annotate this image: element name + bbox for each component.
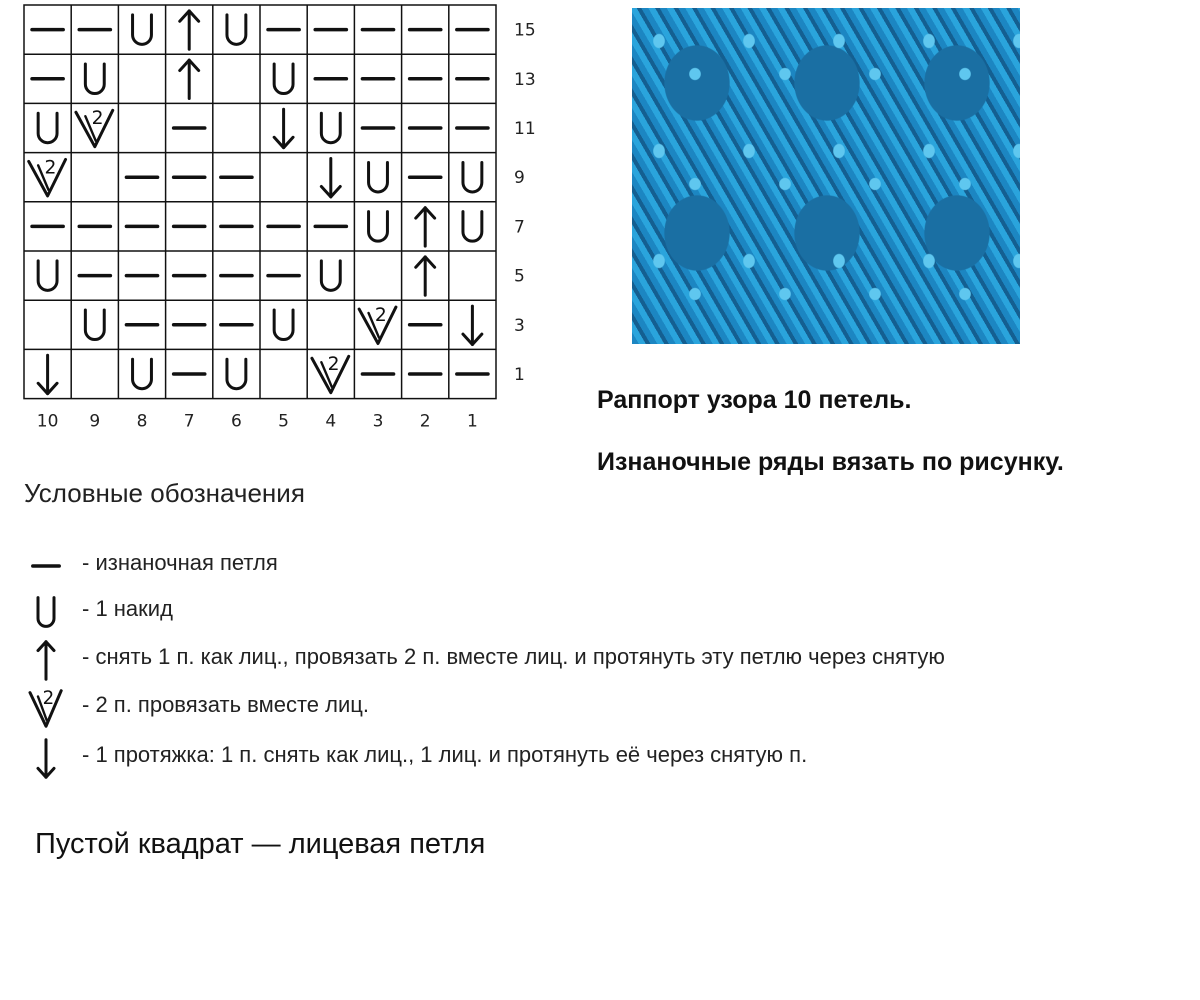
ssk-symbol-icon: [24, 734, 68, 782]
chart-cell-yo: [227, 15, 246, 45]
column-number: 2: [419, 411, 431, 432]
chart-cell-ssk: [274, 109, 293, 147]
column-number: 5: [278, 411, 290, 432]
chart-cell-k2tog: [312, 354, 349, 393]
chart-cell-yo: [133, 359, 152, 389]
k2tog-symbol-icon: [24, 684, 68, 732]
column-number: 1: [466, 411, 478, 432]
wrong-side-note: Изнаночные ряды вязать по рисунку.: [597, 448, 1064, 476]
column-number: 4: [325, 411, 337, 432]
legend-item-label: - снять 1 п. как лиц., провязать 2 п. вместе лиц. и протянуть эту петлю через снятую: [82, 644, 945, 669]
row-number: 1: [514, 365, 525, 385]
legend-item-label: - 1 накид: [82, 596, 173, 621]
chart-cell-s2k: [416, 257, 435, 295]
knitted-sample-photo: [632, 8, 1020, 344]
chart-cell-yo: [227, 359, 246, 389]
chart-cell-yo: [463, 162, 482, 192]
purl-symbol-icon: [24, 542, 68, 590]
legend-item-label: - изнаночная петля: [82, 550, 278, 575]
chart-cell-yo: [85, 310, 104, 340]
chart-cell-yo: [321, 113, 340, 143]
chart-cell-ssk: [463, 306, 482, 344]
svg-text:2: 2: [91, 108, 104, 130]
chart-cell-s2k: [180, 60, 199, 98]
legend-item-label: - 1 протяжка: 1 п. снять как лиц., 1 лиц. и протянуть её через снятую п.: [82, 742, 808, 767]
legend-title: Условные обозначения: [24, 478, 305, 508]
column-number: 6: [230, 411, 242, 432]
s2k-symbol-icon: [24, 636, 68, 684]
chart-cell-yo: [85, 64, 104, 94]
chart-cell-k2tog: [359, 305, 396, 344]
column-number: 7: [183, 411, 195, 432]
column-number: 8: [136, 411, 148, 432]
chart-cell-yo: [369, 212, 388, 242]
chart-cell-yo: [38, 113, 57, 143]
chart-cell-k2tog: [76, 108, 113, 147]
chart-cell-yo: [274, 310, 293, 340]
column-number: 3: [372, 411, 384, 432]
row-number: 7: [514, 217, 525, 238]
chart-cell-yo: [321, 261, 340, 291]
svg-text:2: 2: [374, 304, 387, 326]
legend-item-label: - 2 п. провязать вместе лиц.: [82, 692, 369, 717]
row-number: 13: [514, 69, 536, 90]
row-number: 5: [514, 266, 525, 287]
yo-symbol-icon: [24, 588, 68, 636]
svg-text:2: 2: [42, 688, 55, 710]
chart-cell-ssk: [321, 159, 340, 197]
empty-square-note: Пустой квадрат — лицевая петля: [35, 828, 486, 860]
svg-text:2: 2: [327, 354, 340, 376]
chart-cell-yo: [38, 261, 57, 291]
chart-cell-s2k: [180, 11, 199, 49]
svg-text:2: 2: [44, 157, 57, 179]
row-number: 11: [514, 119, 536, 139]
chart-cell-yo: [133, 15, 152, 45]
repeat-note: Раппорт узора 10 петель.: [597, 386, 912, 414]
column-number: 9: [89, 411, 101, 432]
row-number: 9: [514, 168, 525, 189]
row-number: 15: [514, 20, 536, 41]
column-number: 10: [36, 411, 59, 432]
chart-cell-s2k: [416, 208, 435, 246]
chart-cell-yo: [274, 64, 293, 94]
row-number: 3: [514, 315, 525, 336]
chart-cell-yo: [369, 162, 388, 192]
chart-cell-k2tog: [29, 157, 66, 196]
knitting-chart: [0, 0, 560, 445]
chart-cell-yo: [463, 212, 482, 242]
chart-cell-ssk: [38, 355, 57, 393]
